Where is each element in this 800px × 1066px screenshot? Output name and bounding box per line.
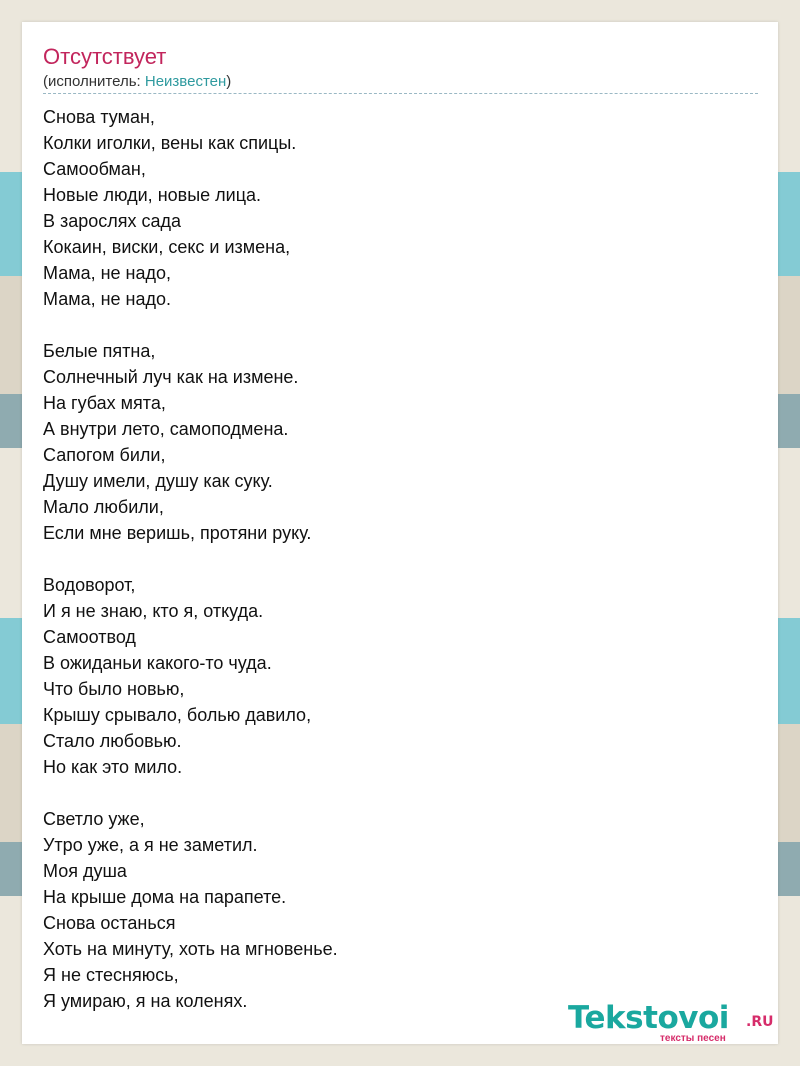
lyric-line: Крышу срывало, болью давило, [43,705,312,725]
verse [43,806,758,1014]
verse [43,572,758,780]
artist-suffix: ) [226,73,232,90]
lyric-line: Мама, не надо, [43,263,172,283]
site-logo[interactable] [568,1000,778,1046]
verse [43,338,758,546]
title-divider [43,93,758,94]
lyric-line: Я умираю, я на коленях. [43,991,248,1011]
lyric-line: Хоть на минуту, хоть на мгновенье. [43,939,338,959]
lyric-line: Снова туман, [43,107,155,127]
lyric-line: Светло уже, [43,809,145,829]
lyric-line: Самообман, [43,159,146,179]
lyric-line: Утро уже, а я не заметил. [43,835,258,855]
lyric-line: Сапогом били, [43,445,166,465]
lyric-line: Колки иголки, вены как спицы. [43,133,297,153]
lyric-line: Новые люди, новые лица. [43,185,262,205]
lyric-line: В ожиданьи какого-то чуда. [43,653,272,673]
lyric-line: Я не стесняюсь, [43,965,179,985]
lyrics-card [22,22,778,1044]
lyric-line: И я не знаю, кто я, откуда. [43,601,264,621]
artist-prefix: (исполнитель: [43,73,145,90]
lyric-line: Моя душа [43,861,127,881]
logo-domain: .RU [746,1014,774,1030]
lyric-line: Стало любовью. [43,731,182,751]
lyric-line: На губах мята, [43,393,166,413]
lyric-line: Но как это мило. [43,757,183,777]
lyric-line: Снова останься [43,913,176,933]
lyric-line: Мама, не надо. [43,289,172,309]
artist-line [43,72,231,92]
lyric-line: В зарослях сада [43,211,182,231]
lyric-line: Солнечный луч как на измене. [43,367,299,387]
lyric-line: Белые пятна, [43,341,156,361]
lyric-line: На крыше дома на парапете. [43,887,287,907]
lyric-line: Что было новью, [43,679,185,699]
lyric-line: Мало любили, [43,497,164,517]
lyric-line: Водоворот, [43,575,136,595]
lyric-line: Кокаин, виски, секс и измена, [43,237,291,257]
artist-link[interactable]: Неизвестен [144,73,227,90]
song-title: Отсутствует [43,44,167,69]
lyric-line: Самоотвод [43,627,136,647]
lyric-line: Душу имели, душу как суку. [43,471,273,491]
verse [43,104,758,312]
logo-tagline: тексты песен [660,1033,726,1044]
lyric-line: А внутри лето, самоподмена. [43,419,289,439]
logo-wordmark: Tekstovoi [568,1000,729,1036]
lyrics-text [43,104,758,1040]
lyric-line: Если мне веришь, протяни руку. [43,523,312,543]
